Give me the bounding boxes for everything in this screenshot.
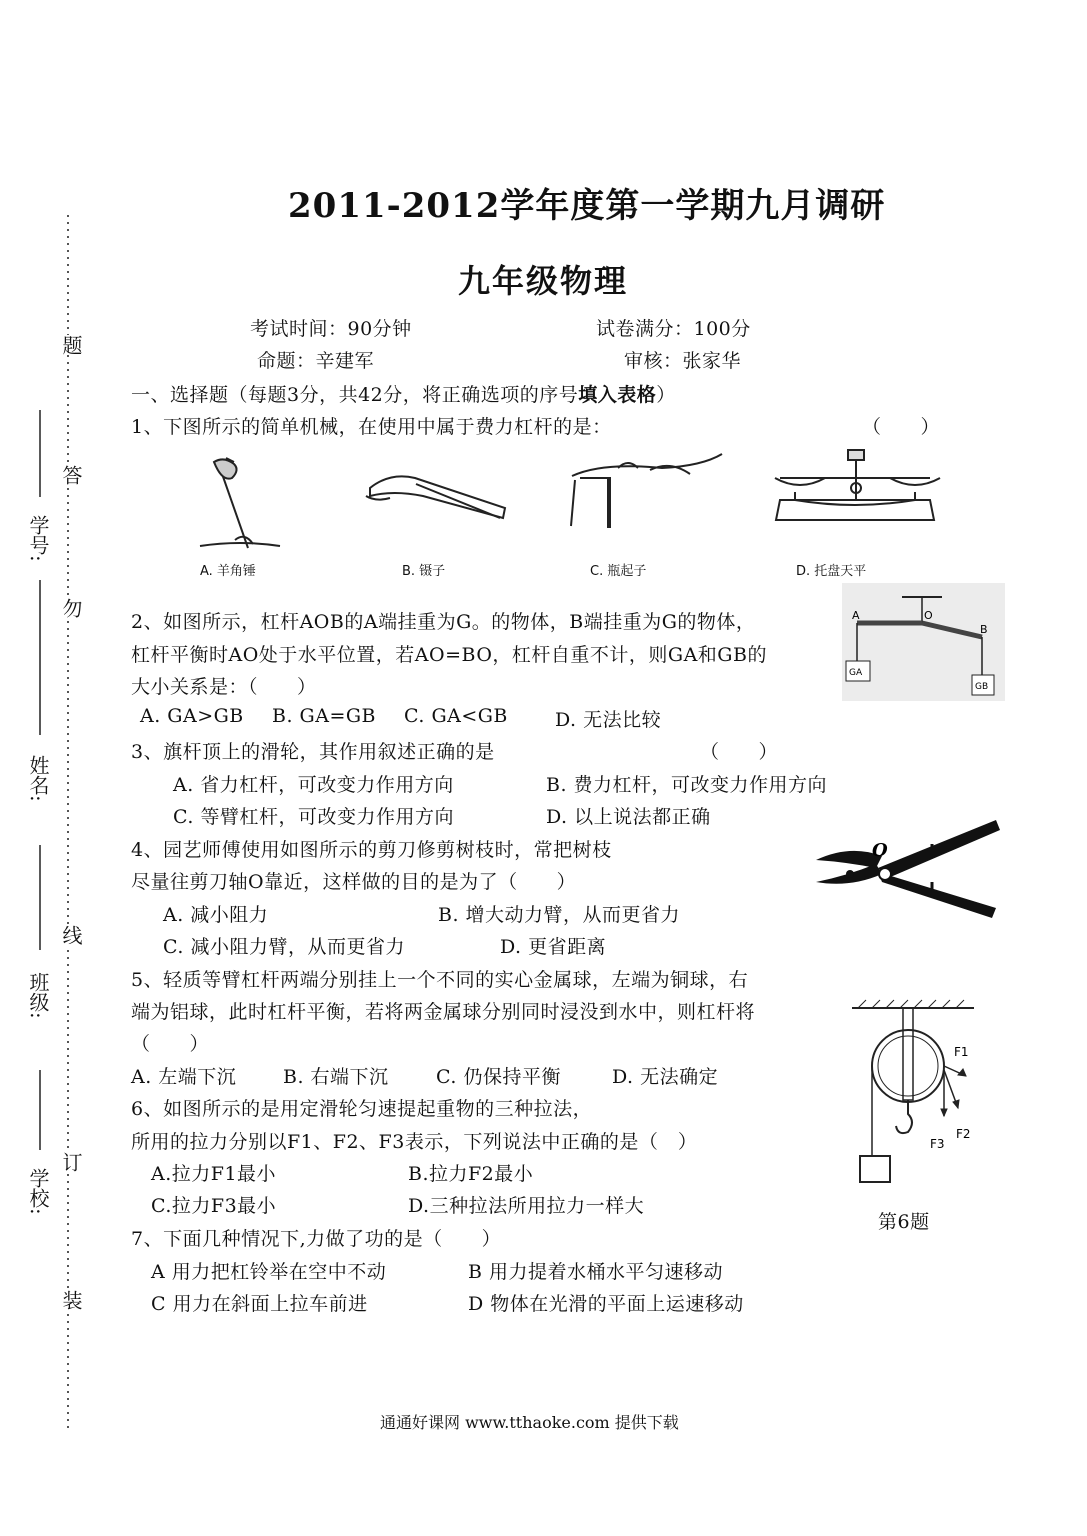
bottle-opener-icon [571,454,722,528]
q6-option-d: D.三种拉法所用拉力一样大 [408,1195,645,1217]
section-emphasis: 填入表格 [578,384,657,406]
label-gb: GB [975,682,989,692]
q4-line1: 4、园艺师傅使用如图所示的剪刀修剪树枝时，常把树枝 [131,839,612,861]
q5-option-b: B. 右端下沉 [283,1066,389,1088]
q5-line3: （ ） [131,1033,210,1055]
seal-char: 勿 [57,598,86,618]
q6-line2: 所用的拉力分别以F1、F2、F3表示，下列说法中正确的是（ ） [131,1131,698,1153]
claw-hammer-icon [200,458,280,548]
q1-caption-b: B. 镊子 [402,564,446,579]
seal-char: 答 [57,465,86,485]
fixed-pulley-icon [852,1000,974,1182]
q2-lever-figure [842,583,1005,701]
page-subtitle: 九年级物理 [458,262,629,300]
q4-option-d: D. 更省距离 [500,936,607,958]
q6-line1: 6、如图所示的是用定滑轮匀速提起重物的三种拉法， [131,1098,593,1120]
q3-option-d: D. 以上说法都正确 [546,806,711,828]
q4-option-a: A. 减小阻力 [163,904,269,926]
q2-option-c: C. GA<GB [404,705,508,727]
q5-line1: 5、轻质等臂杠杆两端分别挂上一个不同的实心金属球，左端为铜球，右 [131,969,749,991]
pruning-shears-icon [816,820,1000,918]
label-a: A [852,609,860,622]
q1-stem: 1、下图所示的简单机械，在使用中属于费力杠杆的是： [131,416,612,438]
section-heading [131,380,676,407]
q2-option-b: B. GA=GB [272,705,377,727]
field-student-id: 学号: [26,515,50,562]
q6-option-a: A.拉力F1最小 [151,1163,277,1185]
q7-stem: 7、下面几种情况下,力做了功的是（ ） [131,1228,502,1250]
q2-option-a: A. GA>GB [140,705,244,727]
section-label: 一、选择题（每题3分，共42分，将正确选项的序号 [131,384,579,406]
q5-option-d: D. 无法确定 [612,1066,719,1088]
seal-char: 题 [57,335,86,355]
q3-option-c: C. 等臂杠杆，可改变力作用方向 [173,806,454,828]
q4-option-b: B. 增大动力臂，从而更省力 [438,904,681,926]
label-f2: F2 [956,1127,971,1141]
q2-line1: 2、如图所示，杠杆AOB的A端挂重为G。的物体，B端挂重为G的物体， [131,611,756,633]
field-class: 班级: [26,972,50,1019]
q6-option-b: B.拉力F2最小 [408,1163,534,1185]
q5-option-a: A. 左端下沉 [131,1066,237,1088]
q4-scissors-figure [812,816,1002,920]
page-title: 2011-2012学年度第一学期九月调研 [288,186,886,226]
q5-line2: 端为铝球，此时杠杆平衡，若将两金属球分别同时浸没到水中，则杠杆将 [131,1001,756,1023]
q3-bracket: （ ） [700,741,779,763]
q7-option-d: D 物体在光滑的平面上运速移动 [468,1293,744,1315]
label-f1: F1 [954,1045,969,1059]
q5-option-c: C. 仍保持平衡 [436,1066,561,1088]
field-name: 姓名: [26,755,50,802]
q1-caption-a: A. 羊角锤 [200,564,256,579]
label-f3: F3 [930,1137,945,1151]
q3-option-b: B. 费力杠杆，可改变力作用方向 [546,774,828,796]
seal-char: 订 [57,1152,86,1172]
q2-line3: 大小关系是：（ ） [131,676,317,698]
section-end: ） [656,384,676,406]
dotted-binding-line [60,215,80,1430]
q7-option-c: C 用力在斜面上拉车前进 [151,1293,368,1315]
q3-stem: 3、旗杆顶上的滑轮，其作用叙述正确的是 [131,741,495,763]
seal-char: 线 [57,925,86,945]
field-school: 学校: [26,1168,50,1215]
setter: 命题：辛建军 [257,350,375,372]
q2-line2: 杠杆平衡时AO处于水平位置，若AO=BO，杠杆自重不计，则GA和GB的 [131,644,767,666]
q6-option-c: C.拉力F3最小 [151,1195,277,1217]
q2-option-d: D. 无法比较 [555,709,662,731]
label-o: O [924,609,933,622]
footer-text: 通通好课网 www.tthaoke.com 提供下载 [380,1413,679,1432]
exam-time: 考试时间：90分钟 [250,318,412,340]
q1-figures [130,448,950,558]
full-score: 试卷满分：100分 [596,318,751,340]
q4-option-c: C. 减小阻力臂，从而更省力 [163,936,405,958]
q7-option-a: A 用力把杠铃举在空中不动 [151,1261,387,1283]
label-b: B [980,623,988,636]
q1-bracket: （ ） [862,416,941,438]
q4-line2: 尽量往剪刀轴O靠近，这样做的目的是为了（ ） [131,871,577,893]
q7-option-b: B 用力提着水桶水平匀速移动 [468,1261,724,1283]
label-ga: GA [849,668,863,678]
seal-char: 装 [57,1290,86,1310]
balance-scale-icon [775,450,940,520]
q6-figure-caption: 第6题 [878,1211,930,1233]
q1-caption-d: D. 托盘天平 [796,564,867,579]
q3-option-a: A. 省力杠杆，可改变力作用方向 [173,774,454,796]
tweezers-icon [366,476,505,518]
label-o: O [872,840,888,861]
q6-pulley-figure [848,998,978,1188]
q1-caption-c: C. 瓶起子 [590,564,647,579]
reviewer: 审核：张家华 [624,350,742,372]
